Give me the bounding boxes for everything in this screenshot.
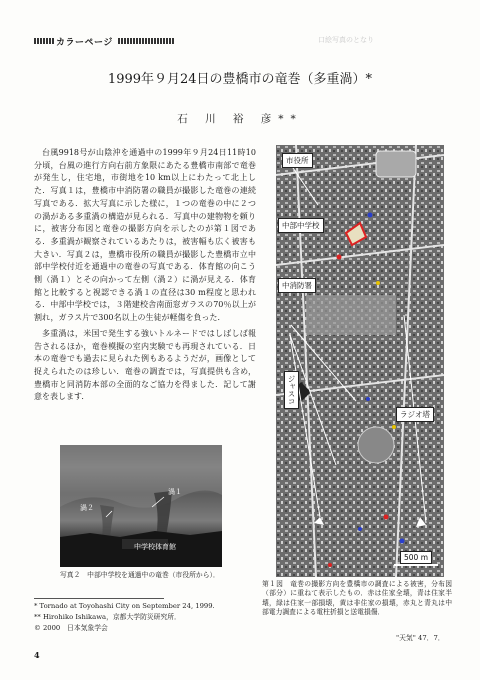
aerial-damage-map — [276, 145, 444, 577]
footnote: ** Hirohiko Ishikawa，京都大学防災研究所． — [34, 613, 181, 621]
page-number: 4 — [34, 650, 40, 660]
map-label-radio-tower: ラジオ塔 — [396, 407, 434, 422]
tornado-photo — [60, 445, 222, 567]
section-label: カラーページ — [56, 38, 113, 48]
map-label-city-hall: 市役所 — [282, 153, 313, 168]
footnote-rule — [34, 598, 164, 599]
footnote: * Tornado at Toyohashi City on September 24, 1999. — [34, 602, 215, 610]
body-paragraph: 台風9918号が山陰沖を通過中の1999年９月24日11時10分頃，台風の進行方向右前方象限にあたる豊橋市南部で竜巻が発生し，住宅地，市街地を10 km以上にわたって北上した．写真１は，豊橋市中消防署の職員が撮影した竜巻の連続写真である．拡大写真に示した様に，１つの竜巻の中に２つの渦がある多重渦の構造が見られる．写真中の建物物を頼りに，被害分布図と竜巻の撮影方向を示したのが第１図である．多重渦が観察されているあたりは，被害幅も広く被害も大きい．写真２は，豊橋市役所の職員が撮影した豊橋市立中部中学校付近を通過中の竜巻の写真である．体育館の向こう側（渦１）とその向かって左側（渦２）に渦が見える．体育館と比較すると視認できる渦１の直径は30 m程度と思われる．中部中学校では，３階建校舎南面窓ガラスの70％以上が割れ，ガラス片で300名以上の生徒が軽傷を負った． — [34, 148, 256, 323]
figure1-caption: 第１図 竜巻の撮影方向を豊橋市の調査による被害，分布図（部分）に重ねて表示したもの．赤は住家全壊，青は住家半壊，緑は住家一部損壊，黄は非住家の損壊，赤丸と青丸は中部電力調査による電柱折損と送電損傷． — [262, 580, 452, 617]
map-scale-bar: 500 m — [400, 551, 432, 564]
footnotes — [34, 601, 256, 634]
body-paragraph: 多重渦は，米国で発生する強いトルネードではしばしば報告されるほか，竜巻模擬の室内実験でも再現されている．日本の竜巻でも過去に見られた例もあるようだが，画像として捉えられたのは珍しい．竜巻の調査では，写真提供も含め，豊橋市と同消防本部の全面的なご協力を得ました．記して謝意を表します． — [34, 328, 256, 402]
map-label-jusco: ジャスコ — [284, 371, 299, 409]
header-hatch-right — [118, 38, 174, 44]
photo-label-gym: 中学校体育館 — [134, 543, 176, 551]
map-label-fire-station: 中消防署 — [278, 278, 316, 293]
journal-reference: "天気" 47．7． — [396, 634, 445, 642]
article-author: 石 川 裕 彦** — [177, 113, 303, 125]
bleed-through-text: 口絵写真のとなり — [318, 36, 374, 44]
aerial-map-art — [276, 145, 444, 577]
article-body — [34, 147, 256, 407]
photo2-caption: 写真２ 中部中学校を通過中の竜巻（市役所から）． — [60, 571, 220, 579]
map-label-school: 中部中学校 — [278, 218, 324, 233]
header-hatch-left — [34, 38, 54, 44]
photo-label-vortex2: 渦２ — [80, 504, 94, 512]
footnote: © 2000 日本気象学会 — [34, 624, 108, 632]
article-title: 1999年９月24日の豊橋市の竜巻（多重渦）* — [107, 72, 373, 87]
photo-label-vortex1: 渦１ — [168, 488, 182, 496]
